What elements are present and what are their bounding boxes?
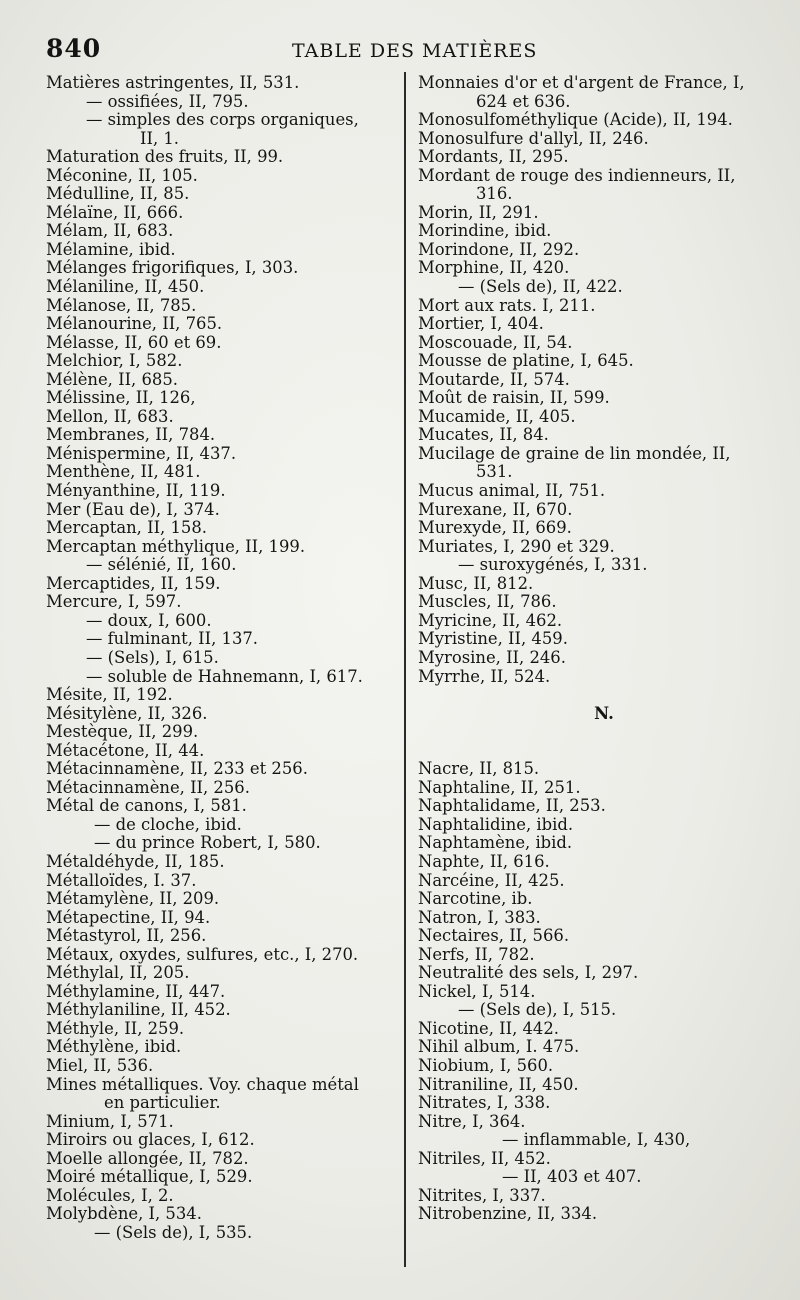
index-entry: Ményanthine, II, 119. bbox=[46, 481, 226, 501]
index-entry: Métal de canons, I, 581. bbox=[46, 796, 247, 816]
index-entry: Murexane, II, 670. bbox=[418, 499, 573, 519]
index-entry: Méthylal, II, 205. bbox=[46, 963, 190, 983]
column-divider bbox=[404, 72, 406, 1267]
index-entry: Mésitylène, II, 326. bbox=[46, 703, 208, 723]
index-entry: Mortier, I, 404. bbox=[418, 314, 544, 334]
index-entry: Métacinnamène, II, 233 et 256. bbox=[46, 759, 308, 779]
index-entry: Médulline, II, 85. bbox=[46, 184, 190, 204]
index-entry: Mucilage de graine de lin mondée, II, bbox=[418, 443, 731, 463]
index-subentry: — (Sels de), I, 535. bbox=[94, 1222, 253, 1242]
index-entry: Minium, I, 571. bbox=[46, 1111, 174, 1131]
index-entry: Méconine, II, 105. bbox=[46, 165, 198, 185]
index-entry: Nerfs, II, 782. bbox=[418, 944, 535, 964]
index-entry: Nitre, I, 364. bbox=[418, 1111, 526, 1131]
index-entry: Moelle allongée, II, 782. bbox=[46, 1148, 249, 1168]
index-entry: Mordants, II, 295. bbox=[418, 147, 569, 167]
index-subentry: — doux, I, 600. bbox=[86, 610, 212, 630]
index-entry: Mellon, II, 683. bbox=[46, 406, 174, 426]
index-entry: Mucamide, II, 405. bbox=[418, 406, 576, 426]
index-entry: Mercaptan, II, 158. bbox=[46, 518, 207, 538]
index-entry: Nitrobenzine, II, 334. bbox=[418, 1204, 598, 1224]
index-entry: Muriates, I, 290 et 329. bbox=[418, 536, 615, 556]
index-subentry: 624 et 636. bbox=[476, 91, 571, 111]
page-title: TABLE DES MATIÈRES bbox=[292, 40, 538, 62]
index-entry: Monnaies d'or et d'argent de France, I, bbox=[418, 73, 745, 92]
index-entry: Mousse de platine, I, 645. bbox=[418, 351, 634, 371]
index-entry: Nicotine, II, 442. bbox=[418, 1018, 560, 1038]
index-entry: Morindone, II, 292. bbox=[418, 239, 580, 259]
index-subentry: en particulier. bbox=[104, 1093, 221, 1113]
index-subentry: — sélénié, II, 160. bbox=[86, 555, 237, 575]
index-entry: Miel, II, 536. bbox=[46, 1055, 154, 1075]
index-entry: Naphtaline, II, 251. bbox=[418, 777, 581, 797]
index-entry: Mélasse, II, 60 et 69. bbox=[46, 332, 222, 352]
index-column-left bbox=[46, 74, 398, 1242]
index-entry: Naphtalidame, II, 253. bbox=[418, 796, 606, 816]
index-entry: Narcéine, II, 425. bbox=[418, 870, 565, 890]
index-entry: Monosulfure d'allyl, II, 246. bbox=[418, 128, 649, 148]
index-entry: Nitrites, I, 337. bbox=[418, 1185, 546, 1205]
index-entry: Méthylène, ibid. bbox=[46, 1037, 182, 1057]
index-entry: Ménispermine, II, 437. bbox=[46, 443, 237, 463]
index-subentry: — simples des corps organiques, bbox=[86, 110, 359, 130]
index-entry: Moscouade, II, 54. bbox=[418, 332, 573, 352]
index-entry: Métamylène, II, 209. bbox=[46, 889, 220, 909]
index-entry: Mercaptan méthylique, II, 199. bbox=[46, 536, 306, 556]
index-entry: Mélène, II, 685. bbox=[46, 369, 178, 389]
index-subentry: — (Sels de), II, 422. bbox=[458, 277, 623, 297]
index-entry: Menthène, II, 481. bbox=[46, 462, 201, 482]
index-entry: Mestèque, II, 299. bbox=[46, 722, 199, 742]
index-entry: Nickel, I, 514. bbox=[418, 981, 536, 1001]
index-entry: Mélaniline, II, 450. bbox=[46, 277, 205, 297]
index-entry: Myrosine, II, 246. bbox=[418, 647, 566, 667]
index-entry: Natron, I, 383. bbox=[418, 907, 541, 927]
index-entry: Morindine, ibid. bbox=[418, 221, 552, 241]
index-entry: Mélamine, ibid. bbox=[46, 239, 176, 259]
index-entry: Maturation des fruits, II, 99. bbox=[46, 147, 284, 167]
index-subentry: — de cloche, ibid. bbox=[94, 814, 242, 834]
index-subentry: — (Sels), I, 615. bbox=[86, 647, 219, 667]
index-entry: Miroirs ou glaces, I, 612. bbox=[46, 1130, 255, 1150]
index-entry: Mucus animal, II, 751. bbox=[418, 481, 606, 501]
index-entry: Mercaptides, II, 159. bbox=[46, 573, 221, 593]
index-entry: Métapectine, II, 94. bbox=[46, 907, 211, 927]
index-entry: Moutarde, II, 574. bbox=[418, 369, 570, 389]
index-entry: Molybdène, I, 534. bbox=[46, 1204, 202, 1224]
index-entry: Naphte, II, 616. bbox=[418, 851, 550, 871]
index-entry: Mer (Eau de), I, 374. bbox=[46, 499, 220, 519]
index-entry: Nitriles, II, 452. bbox=[418, 1148, 551, 1168]
index-entry: Niobium, I, 560. bbox=[418, 1055, 554, 1075]
index-entry: Monosulfométhylique (Acide), II, 194. bbox=[418, 110, 733, 130]
index-subentry: II, 1. bbox=[140, 128, 180, 148]
index-entry: Mélanourine, II, 765. bbox=[46, 314, 223, 334]
index-entry: Nitrates, I, 338. bbox=[418, 1093, 551, 1113]
index-entry: Métastyrol, II, 256. bbox=[46, 926, 207, 946]
index-entry: Mélanges frigorifiques, I, 303. bbox=[46, 258, 299, 278]
index-subentry: — fulminant, II, 137. bbox=[86, 629, 259, 649]
index-subentry: — soluble de Hahnemann, I, 617. bbox=[86, 666, 363, 686]
index-entry: Neutralité des sels, I, 297. bbox=[418, 963, 639, 983]
index-entry: Naphtamène, ibid. bbox=[418, 833, 573, 853]
index-column-right bbox=[418, 74, 790, 1224]
index-entry: Mélissine, II, 126, bbox=[46, 388, 196, 408]
index-entry: Nihil album, I. 475. bbox=[418, 1037, 580, 1057]
index-entry: Nectaires, II, 566. bbox=[418, 926, 570, 946]
index-entry: Molécules, I, 2. bbox=[46, 1185, 174, 1205]
index-entry: Morphine, II, 420. bbox=[418, 258, 570, 278]
index-entry: Mort aux rats. I, 211. bbox=[418, 295, 596, 315]
index-subentry: — inflammable, I, 430, bbox=[502, 1130, 691, 1150]
index-entry: Mercure, I, 597. bbox=[46, 592, 182, 612]
index-entry: Métacinnamène, II, 256. bbox=[46, 777, 250, 797]
blank-line bbox=[418, 723, 790, 742]
index-entry: Mélaïne, II, 666. bbox=[46, 202, 184, 222]
blank-line bbox=[418, 742, 790, 761]
index-subentry: — suroxygénés, I, 331. bbox=[458, 555, 648, 575]
section-letter: N. bbox=[594, 703, 614, 723]
index-entry: Moiré métallique, I, 529. bbox=[46, 1167, 253, 1187]
index-entry: Mélam, II, 683. bbox=[46, 221, 174, 241]
blank-line bbox=[418, 686, 790, 705]
index-entry: Mordant de rouge des indienneurs, II, bbox=[418, 165, 736, 185]
index-entry: Méthylaniline, II, 452. bbox=[46, 1000, 231, 1020]
index-entry: Mésite, II, 192. bbox=[46, 685, 173, 705]
index-subentry: — II, 403 et 407. bbox=[502, 1167, 642, 1187]
index-entry: Mucates, II, 84. bbox=[418, 425, 549, 445]
index-entry: Métalloïdes, I. 37. bbox=[46, 870, 197, 890]
index-entry: Naphtalidine, ibid. bbox=[418, 814, 574, 834]
index-entry: Métaldéhyde, II, 185. bbox=[46, 851, 225, 871]
index-entry: Murexyde, II, 669. bbox=[418, 518, 572, 538]
index-subentry: — ossifiées, II, 795. bbox=[86, 91, 249, 111]
index-entry: Myricine, II, 462. bbox=[418, 610, 563, 630]
index-entry: Membranes, II, 784. bbox=[46, 425, 216, 445]
index-subentry: 316. bbox=[476, 184, 513, 204]
index-entry: Métacétone, II, 44. bbox=[46, 740, 205, 760]
index-entry: Myristine, II, 459. bbox=[418, 629, 568, 649]
index-entry: Narcotine, ib. bbox=[418, 889, 533, 909]
page-number: 840 bbox=[46, 34, 102, 63]
index-subentry: — du prince Robert, I, 580. bbox=[94, 833, 321, 853]
index-entry: Matières astringentes, II, 531. bbox=[46, 73, 300, 92]
index-entry: Méthyle, II, 259. bbox=[46, 1018, 185, 1038]
index-entry: Moût de raisin, II, 599. bbox=[418, 388, 610, 408]
index-subentry: — (Sels de), I, 515. bbox=[458, 1000, 617, 1020]
index-entry: Mélanose, II, 785. bbox=[46, 295, 197, 315]
index-entry: Morin, II, 291. bbox=[418, 202, 539, 222]
index-entry: Métaux, oxydes, sulfures, etc., I, 270. bbox=[46, 944, 359, 964]
index-entry: Méthylamine, II, 447. bbox=[46, 981, 226, 1001]
index-entry: Nacre, II, 815. bbox=[418, 759, 540, 779]
index-entry: Nitraniline, II, 450. bbox=[418, 1074, 579, 1094]
index-entry: Mines métalliques. Voy. chaque métal bbox=[46, 1074, 359, 1094]
index-entry: Musc, II, 812. bbox=[418, 573, 534, 593]
index-subentry: 531. bbox=[476, 462, 513, 482]
index-entry: Melchior, I, 582. bbox=[46, 351, 183, 371]
index-entry: Muscles, II, 786. bbox=[418, 592, 557, 612]
index-entry: Myrrhe, II, 524. bbox=[418, 666, 551, 686]
